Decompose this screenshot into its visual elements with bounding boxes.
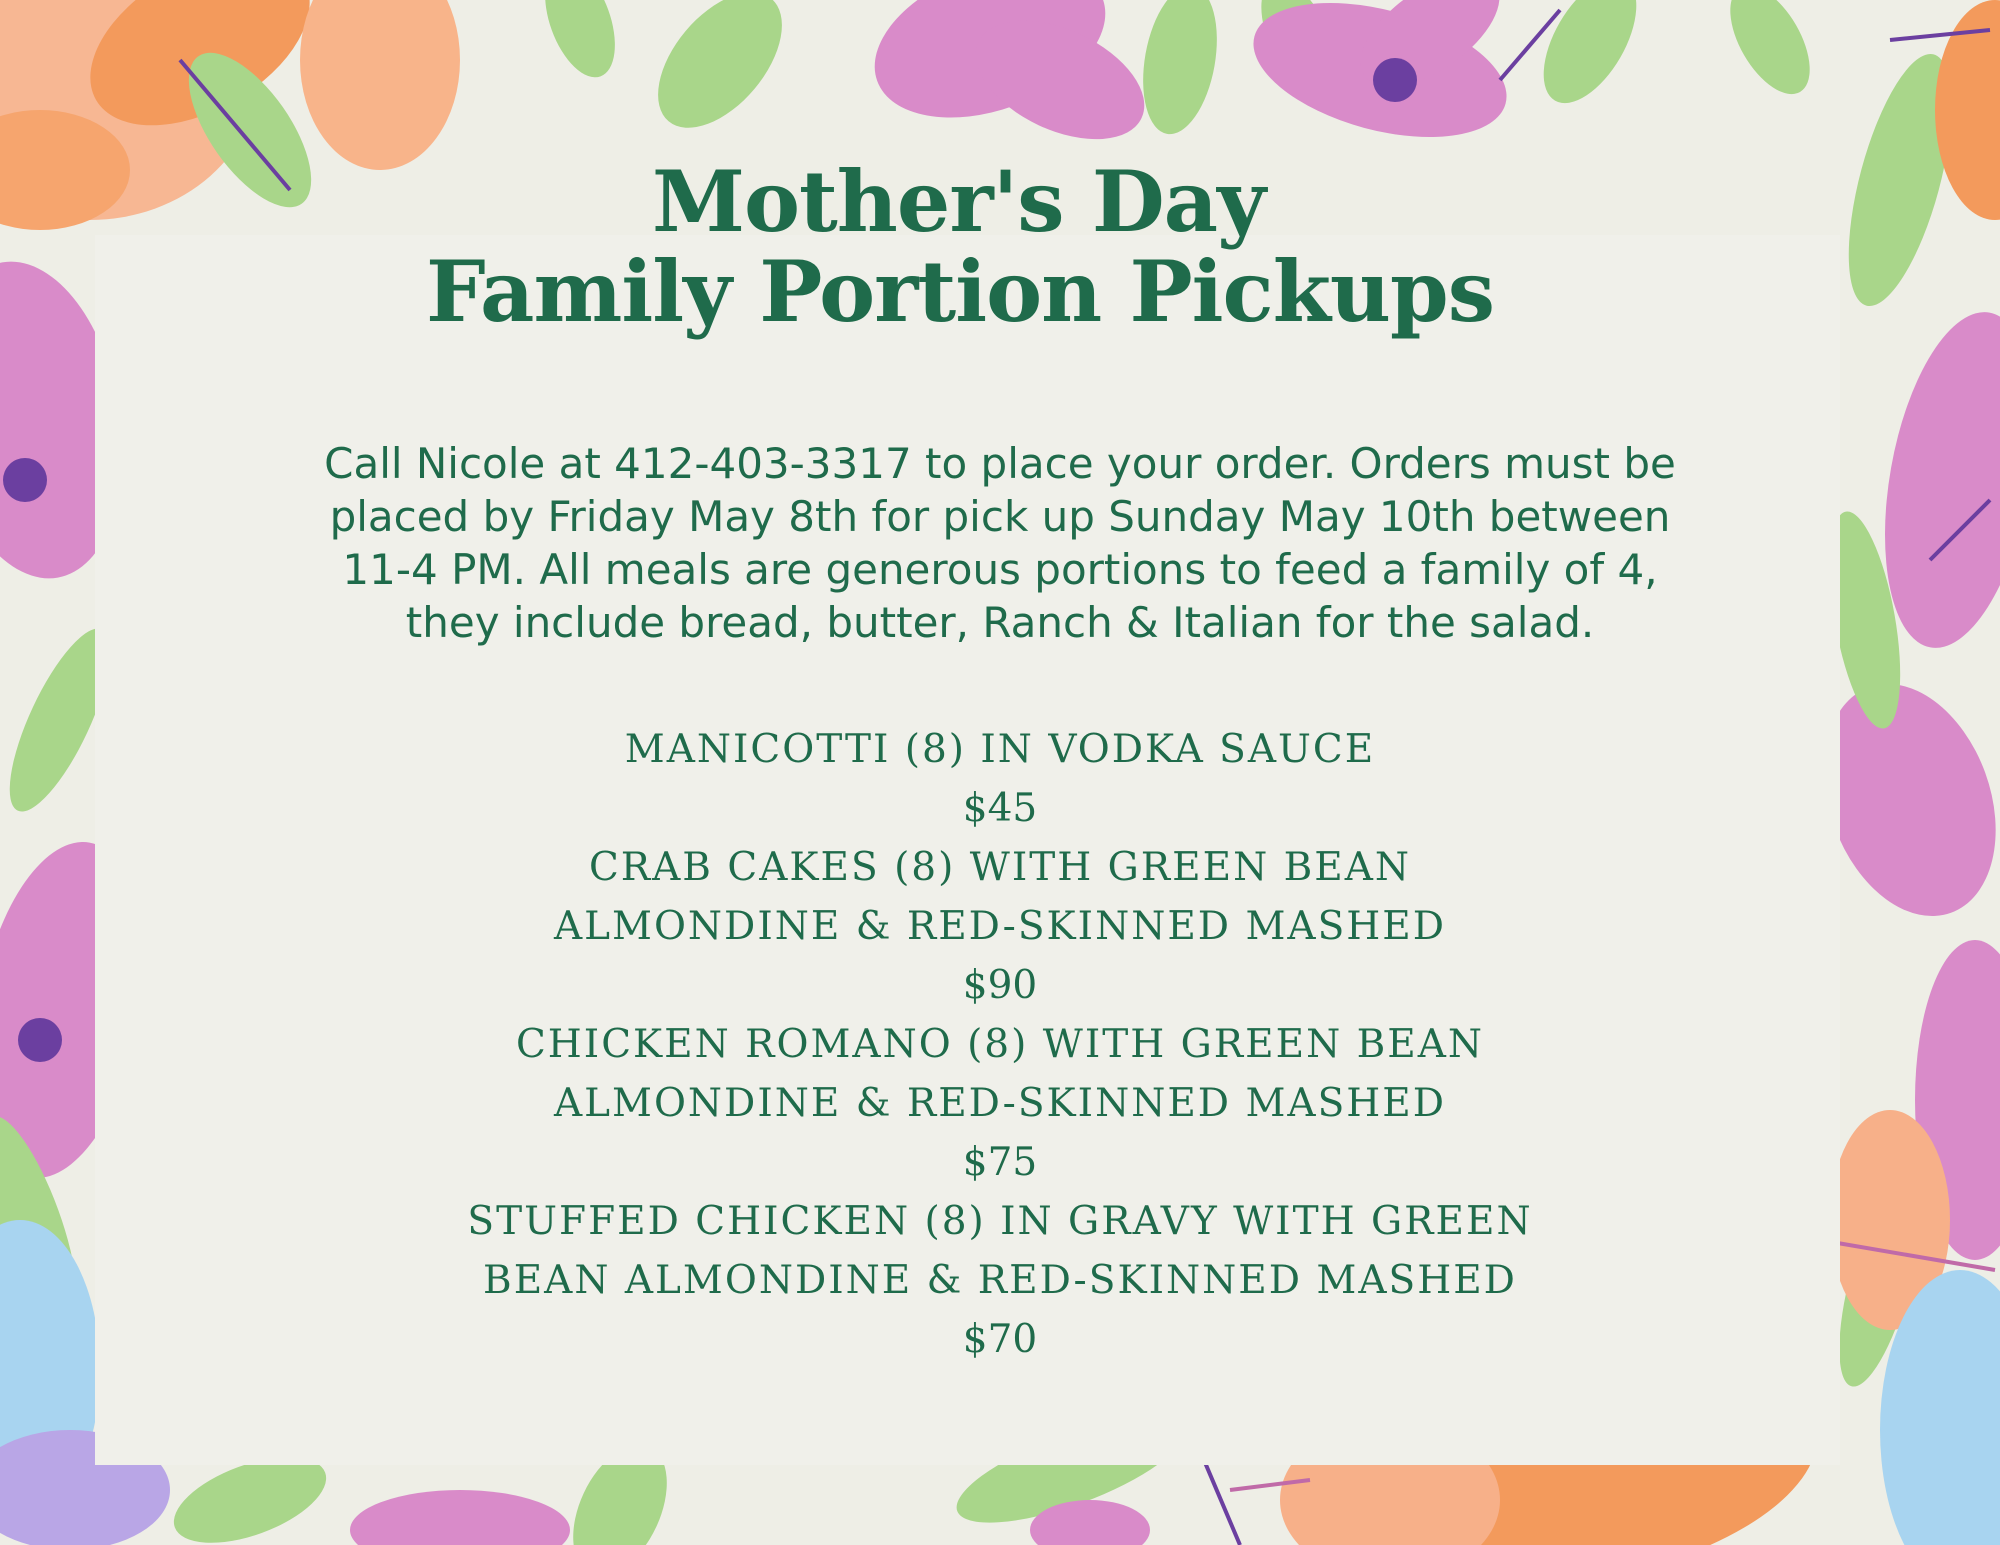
intro-line: 11-4 PM. All meals are generous portions to feed a family of 4, xyxy=(342,545,1658,594)
menu-item-name: ALMONDINE & RED-SKINNED MASHED xyxy=(553,1081,1447,1126)
menu-item-name: MANICOTTI (8) IN VODKA SAUCE xyxy=(624,727,1376,772)
menu-item-price: $90 xyxy=(962,963,1038,1008)
menu-item-name: ALMONDINE & RED-SKINNED MASHED xyxy=(553,904,1447,949)
menu-item-name: STUFFED CHICKEN (8) IN GRAVY WITH GREEN xyxy=(467,1199,1533,1244)
menu-item-price: $45 xyxy=(962,786,1038,831)
page-title-line-1: Mother's Day xyxy=(652,152,1265,251)
menu-item-price: $70 xyxy=(962,1317,1038,1362)
menu-list xyxy=(0,720,2000,1369)
menu-item-name: CHICKEN ROMANO (8) WITH GREEN BEAN xyxy=(515,1022,1485,1067)
intro-line: placed by Friday May 8th for pick up Sunday May 10th between xyxy=(329,492,1671,541)
menu-item-name: BEAN ALMONDINE & RED-SKINNED MASHED xyxy=(483,1258,1517,1303)
intro-line: they include bread, butter, Ranch & Italian for the salad. xyxy=(405,598,1595,647)
menu-item-name: CRAB CAKES (8) WITH GREEN BEAN xyxy=(588,845,1412,890)
page-title-line-2: Family Portion Pickups xyxy=(426,242,1494,341)
intro-paragraph xyxy=(250,437,1750,649)
intro-line: Call Nicole at 412-403-3317 to place your order. Orders must be xyxy=(324,439,1676,488)
menu-item-price: $75 xyxy=(962,1140,1038,1185)
